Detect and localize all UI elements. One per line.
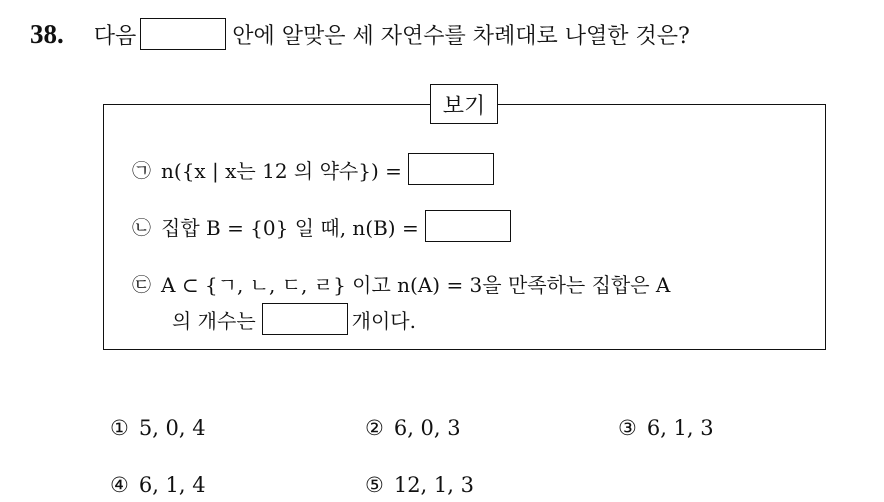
bogi-item-1: [132, 152, 494, 186]
question-number: 38.: [30, 18, 64, 49]
choice-4-number: ④: [110, 473, 129, 497]
choice-1[interactable]: [110, 416, 206, 440]
choice-3[interactable]: [618, 416, 714, 440]
bogi-item-3: [132, 266, 670, 300]
question-text-after: 안에 알맞은 세 자연수를 차례대로 나열한 것은?: [232, 23, 690, 49]
item-2-expression: 집합 B = {0} 일 때, n(B) =: [161, 215, 419, 240]
question-text: [94, 18, 690, 50]
choice-1-value: 5, 0, 4: [138, 416, 206, 440]
question-text-before: 다음: [93, 23, 137, 49]
choice-5-value: 12, 1, 3: [393, 473, 474, 497]
choice-4[interactable]: [110, 473, 206, 497]
bogi-title: 보기: [430, 84, 498, 124]
question-header: [30, 14, 690, 54]
choice-4-value: 6, 1, 4: [138, 473, 206, 497]
choice-5-number: ⑤: [365, 473, 384, 497]
item-3-line2-before: 의 개수는: [172, 308, 256, 333]
answer-blank-1: [408, 153, 494, 185]
choice-1-number: ①: [110, 416, 129, 440]
choice-3-value: 6, 1, 3: [646, 416, 714, 440]
choice-5[interactable]: [365, 473, 474, 497]
item-3-line1: A ⊂ {ㄱ, ㄴ, ㄷ, ㄹ} 이고 n(A) = 3을 만족하는 집합은 A: [161, 272, 671, 297]
item-3-line2-after: 개이다.: [351, 308, 416, 333]
answer-blank-2: [425, 210, 511, 242]
choice-2[interactable]: [365, 416, 461, 440]
choice-3-number: ③: [618, 416, 637, 440]
choice-2-value: 6, 0, 3: [393, 416, 461, 440]
answer-blank-header: [140, 18, 226, 50]
item-1-marker: ㉠: [132, 159, 152, 182]
choice-2-number: ②: [365, 416, 384, 440]
item-2-marker: ㉡: [132, 216, 152, 239]
bogi-item-2: [132, 210, 511, 242]
item-3-marker: ㉢: [132, 273, 152, 296]
answer-blank-3: [262, 303, 348, 335]
item-1-expression: n({x | x는 12 의 약수}) =: [161, 158, 402, 183]
bogi-item-3-line2: [172, 302, 416, 336]
